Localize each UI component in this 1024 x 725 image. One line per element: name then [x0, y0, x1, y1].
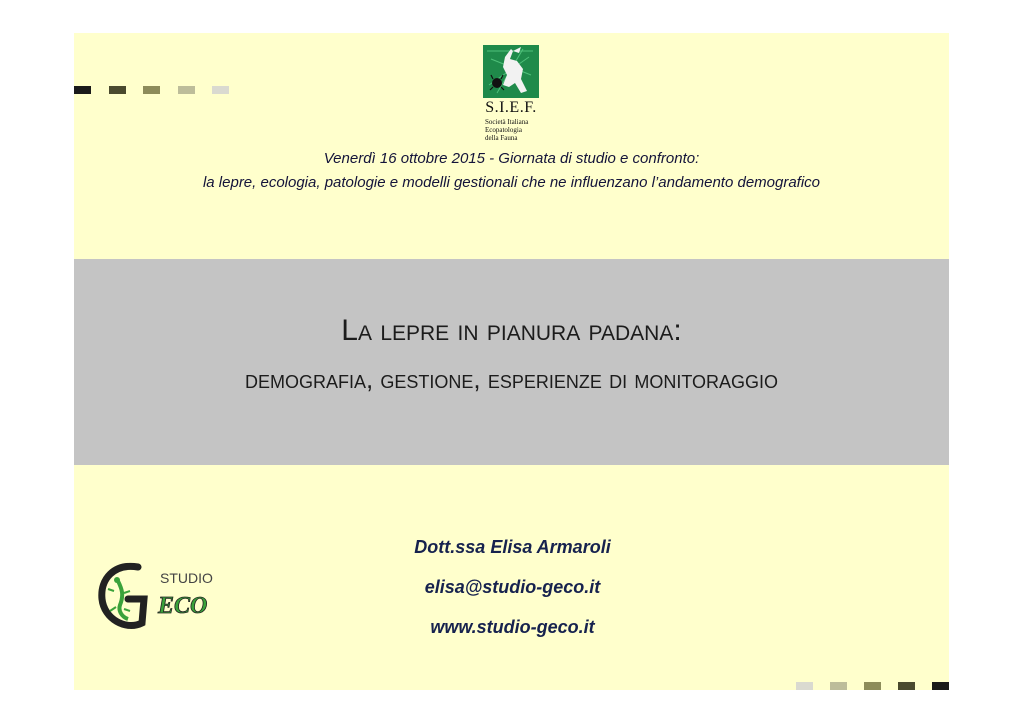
- presentation-subtitle: demografia, gestione, esperienze di monitoraggio: [244, 364, 779, 394]
- deco-square: [898, 682, 915, 690]
- sief-logo-line: della Fauna: [485, 134, 518, 142]
- geco-studio-text: STUDIO: [160, 570, 213, 586]
- deco-square: [830, 682, 847, 690]
- sief-hare-icon: [483, 45, 539, 98]
- sief-logo: [483, 45, 539, 142]
- sief-logo-line: Ecopatologia: [485, 126, 522, 134]
- sief-logo-name: S.I.E.F.: [485, 99, 537, 116]
- presentation-title: La lepre in pianura padana:: [341, 314, 682, 347]
- author-website: www.studio-geco.it: [430, 617, 595, 637]
- deco-square: [864, 682, 881, 690]
- studio-geco-logo: [98, 561, 234, 631]
- deco-square: [109, 86, 126, 94]
- deco-square: [143, 86, 160, 94]
- sief-logo-subtitle: [485, 118, 539, 142]
- deco-square: [74, 86, 91, 94]
- author-name: Dott.ssa Elisa Armaroli: [414, 537, 611, 557]
- deco-square: [178, 86, 195, 94]
- event-subtitle-line: la lepre, ecologia, patologie e modelli gestionali che ne influenzano l’andamento demografico: [202, 174, 821, 191]
- deco-square: [212, 86, 229, 94]
- event-date-line: Venerdì 16 ottobre 2015 - Giornata di studio e confronto:: [323, 150, 700, 167]
- author-email: elisa@studio-geco.it: [424, 577, 601, 597]
- title-band: [74, 259, 949, 465]
- sief-logo-line: Società Italiana: [485, 118, 529, 126]
- deco-square: [796, 682, 813, 690]
- deco-square: [932, 682, 949, 690]
- geco-eco-text: ECO: [158, 593, 208, 619]
